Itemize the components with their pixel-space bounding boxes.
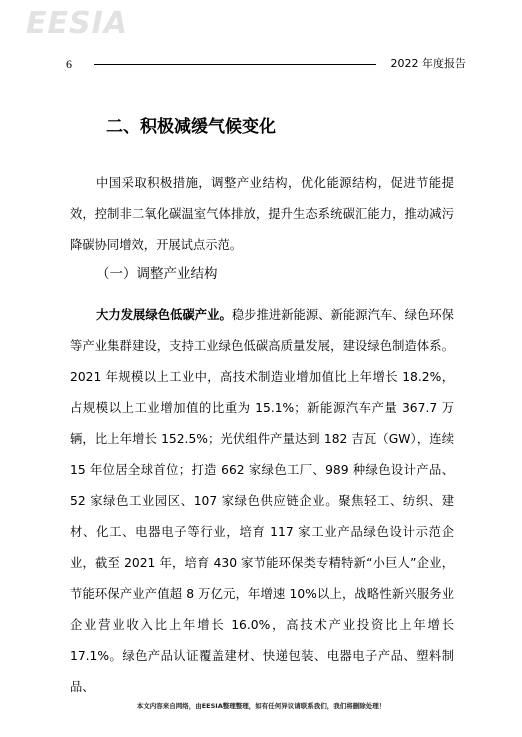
- header-rule: [94, 64, 376, 65]
- subsection-title: （一）调整产业结构: [96, 266, 218, 282]
- paragraph-body: 稳步推进新能源、新能源汽车、绿色环保等产业集群建设，支持工业绿色低碳高质量发展，建设绿色制造体系。2021 年规模以上工业中，高技术制造业增加值比上年增长 18.2%，占规模以上工业增加值的比重为 15.1%；新能源汽车产量 367.7 万辆，比上年增长 152.5%；光伏组件产量达到 182 吉瓦（GW），连续 15 年位居全球首位；打造 662 家绿色工厂、989 种绿色设计产品、52 家绿色工业园区、107 家绿色供应链企业。聚焦轻工、纺织、建材、化工、电器电子等行业，培育 117 家工业产品绿色设计示范企业，截至 2021 年，培育 430 家节能环保类专精特新“小巨人”企业，节能环保产业产值超 8 万亿元，年增速 10%以上，战略性新兴服务业企业营业收入比上年增长 16.0%，高技术产业投资比上年增长 17.1%。绿色产品认证覆盖建材、快递包装、电器电子产品、塑料制品、: [70, 308, 454, 694]
- report-year-label: 2022 年度报告: [390, 57, 466, 70]
- eesia-logo: EESIA: [26, 6, 128, 41]
- page-header: [66, 56, 466, 72]
- intro-paragraph: 中国采取积极措施，调整产业结构，优化能源结构，促进节能提效，控制非二氧化碳温室气体排放，提升生态系统碳汇能力，推动减污降碳协同增效，开展试点示范。: [70, 176, 454, 252]
- page-number: 6: [66, 57, 72, 71]
- footer-notice: 本文内容来自网络，由EESIA整理整理，如有任何异议请联系我们，我们将删除处理！: [136, 702, 386, 710]
- body-paragraph: [70, 300, 454, 703]
- section-title: 二、积极减缓气候变化: [106, 117, 276, 137]
- paragraph-lead: 大力发展绿色低碳产业。: [96, 308, 232, 322]
